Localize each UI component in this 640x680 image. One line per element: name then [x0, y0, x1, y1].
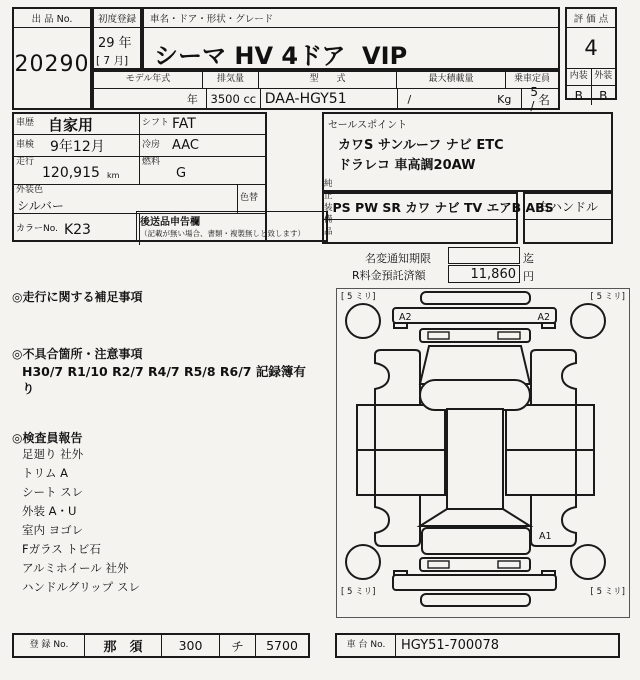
tire-rear-right-label: [ 5 ミリ]: [590, 587, 625, 597]
sales-point-box: [322, 112, 613, 192]
name-change-label: 名変通知期限: [365, 252, 431, 265]
right-headlight: [498, 332, 520, 339]
rear-edge-strip: [421, 594, 530, 606]
inspector-item: シート スレ: [22, 485, 84, 499]
ac-value: AAC: [172, 138, 200, 153]
inspector-item: ハンドルグリップ スレ: [22, 580, 140, 594]
right-front-fender: [531, 350, 576, 405]
damage-mark-a2-right: A2: [537, 312, 550, 323]
front-left-wheel: [346, 304, 380, 338]
first-registration-label: 初度登録: [94, 9, 140, 28]
registration-no-label: 登 録 No.: [14, 635, 85, 656]
first-registration-month: [ 7 月]: [96, 55, 129, 67]
recycle-fee-amount: 11,860: [448, 265, 520, 283]
max-load-unit: Kg: [497, 92, 512, 106]
inspector-item: トリム A: [22, 466, 69, 480]
sales-point-line1: カワS サンルーフ ナビ ETC: [338, 138, 504, 153]
shift-value: FAT: [172, 116, 196, 132]
rear-bumper: [393, 575, 556, 590]
model-year-label: モデル年式: [94, 72, 203, 88]
inspector-item: Fガラス トビ石: [22, 542, 101, 556]
ac-label: 冷房: [142, 139, 161, 150]
score-box: [565, 7, 617, 103]
sales-point-line2: ドラレコ 車高調20AW: [338, 158, 476, 173]
sales-point-label: セールスポイント: [328, 120, 408, 131]
registration-area: 那 須: [85, 635, 162, 656]
displacement-label: 排気量: [203, 72, 259, 88]
fuel-value: G: [176, 166, 187, 181]
left-taillight: [428, 561, 449, 568]
trunk: [422, 528, 530, 554]
registration-class: 300: [162, 635, 220, 656]
left-rear-fender: [375, 495, 420, 546]
auction-no-value: 20290: [14, 51, 90, 77]
history-value: 自家用: [48, 115, 94, 134]
exterior-grade: B: [599, 88, 608, 103]
rear-left-wheel: [346, 545, 380, 579]
first-registration-year: 29 年: [98, 36, 132, 51]
front-bumper: [393, 308, 556, 323]
history-label: 車歴: [16, 118, 35, 129]
registration-kana: チ: [220, 635, 256, 656]
later-items-box: [136, 211, 328, 242]
shift-label: シフト: [142, 118, 170, 129]
mileage-unit: km: [107, 171, 120, 180]
inspector-item: 室内 ヨゴレ: [22, 523, 84, 537]
inspector-heading: ◎検査員報告: [12, 431, 83, 445]
tire-front-left-label: [ 5 ミリ]: [341, 292, 376, 302]
score-value: 4: [567, 28, 615, 69]
car-name-label: 車名・ドア・形状・グレード: [144, 9, 558, 28]
exterior-color-value: シルバー: [17, 199, 64, 213]
capacity-value: 5 /: [530, 85, 538, 113]
auction-no-box: [12, 7, 92, 110]
equipment-label: 純正装備品: [324, 178, 333, 237]
roof: [447, 409, 503, 509]
inspection-label: 車検: [16, 139, 35, 150]
windshield: [420, 380, 530, 410]
front-right-wheel: [571, 304, 605, 338]
interior-label: 内装: [567, 69, 592, 85]
first-registration-box: [92, 7, 142, 70]
left-front-fender: [375, 350, 420, 405]
name-change-field: [448, 247, 520, 264]
chassis-no-label: 車 台 No.: [337, 635, 396, 656]
color-no-label: カラーNo.: [16, 223, 58, 234]
inspection-value: 9年12月: [50, 138, 105, 155]
registration-no-table: [12, 633, 310, 658]
color-no-value: K23: [63, 221, 91, 238]
auction-no-label: 出 品 No.: [14, 9, 90, 28]
chassis-no-table: [335, 633, 620, 658]
capacity-unit: 名: [538, 92, 551, 107]
model-code-value: DAA-HGY51: [261, 89, 398, 109]
rear-right-wheel: [571, 545, 605, 579]
inspector-item: 外装 A・U: [22, 504, 77, 518]
car-name-value: シーマ HV 4ドア VIP: [154, 42, 408, 70]
equipment-box: [322, 178, 554, 244]
mileage-note-heading: ◎走行に関する補足事項: [12, 290, 143, 304]
spec-row-box: [92, 70, 560, 113]
inspector-item: アルミホイール 社外: [22, 561, 129, 575]
registration-number: 5700: [266, 638, 298, 653]
fuel-label: 燃料: [142, 157, 161, 167]
rear-window: [420, 509, 530, 526]
inspector-item: 足廻り 社外: [22, 447, 84, 461]
max-load-label: 最大積載量: [397, 72, 506, 88]
defects-line2: り: [22, 381, 35, 396]
mileage-label: 走行: [16, 157, 35, 167]
exterior-color-label: 外装色: [16, 185, 44, 195]
recycle-fee-label: R料金預託済額: [352, 269, 426, 282]
handle-box: [523, 192, 613, 244]
tire-rear-left-label: [ 5 ミリ]: [341, 587, 376, 597]
damage-mark-a1: A1: [539, 531, 552, 542]
color-change-label: 色替: [240, 193, 259, 203]
exterior-label: 外装: [594, 71, 613, 82]
chassis-no-value: HGY51-700078: [401, 638, 500, 653]
hood: [420, 346, 530, 384]
later-items-note: （記載が無い場合、書類・複製無しと致します）: [140, 229, 305, 238]
defects-line1: H30/7 R1/10 R2/7 R4/7 R5/8 R6/7 記録簿有: [22, 364, 306, 379]
car-name-box: [142, 7, 560, 70]
inspector-report-list: [22, 445, 140, 597]
max-load-value: /: [407, 92, 412, 106]
interior-grade: B: [567, 86, 592, 105]
capacity-label: 乗車定員: [513, 74, 550, 85]
tire-front-right-label: [ 5 ミリ]: [590, 292, 625, 302]
equipment-value: PS PW SR カワ ナビ TV エアB ABS: [332, 199, 554, 215]
right-rear-fender: [531, 495, 576, 546]
handle-value: 右ハンドル: [525, 194, 611, 220]
front-edge-strip: [421, 292, 530, 304]
model-year-value: 年: [94, 89, 207, 109]
name-change-suffix: 迄: [523, 252, 534, 265]
model-code-label: 型 式: [259, 72, 397, 88]
left-headlight: [428, 332, 449, 339]
defects-heading: ◎不具合箇所・注意事項: [12, 347, 143, 361]
car-damage-diagram: [336, 288, 630, 618]
displacement-value: 3500 cc: [207, 89, 261, 109]
later-items-label: 後送品申告欄: [140, 217, 200, 228]
score-label: 評 価 点: [567, 9, 615, 28]
right-taillight: [498, 561, 520, 568]
recycle-fee-unit: 円: [523, 270, 534, 283]
damage-mark-a2-left: A2: [399, 312, 412, 323]
mileage-value: 120,915: [42, 165, 100, 181]
